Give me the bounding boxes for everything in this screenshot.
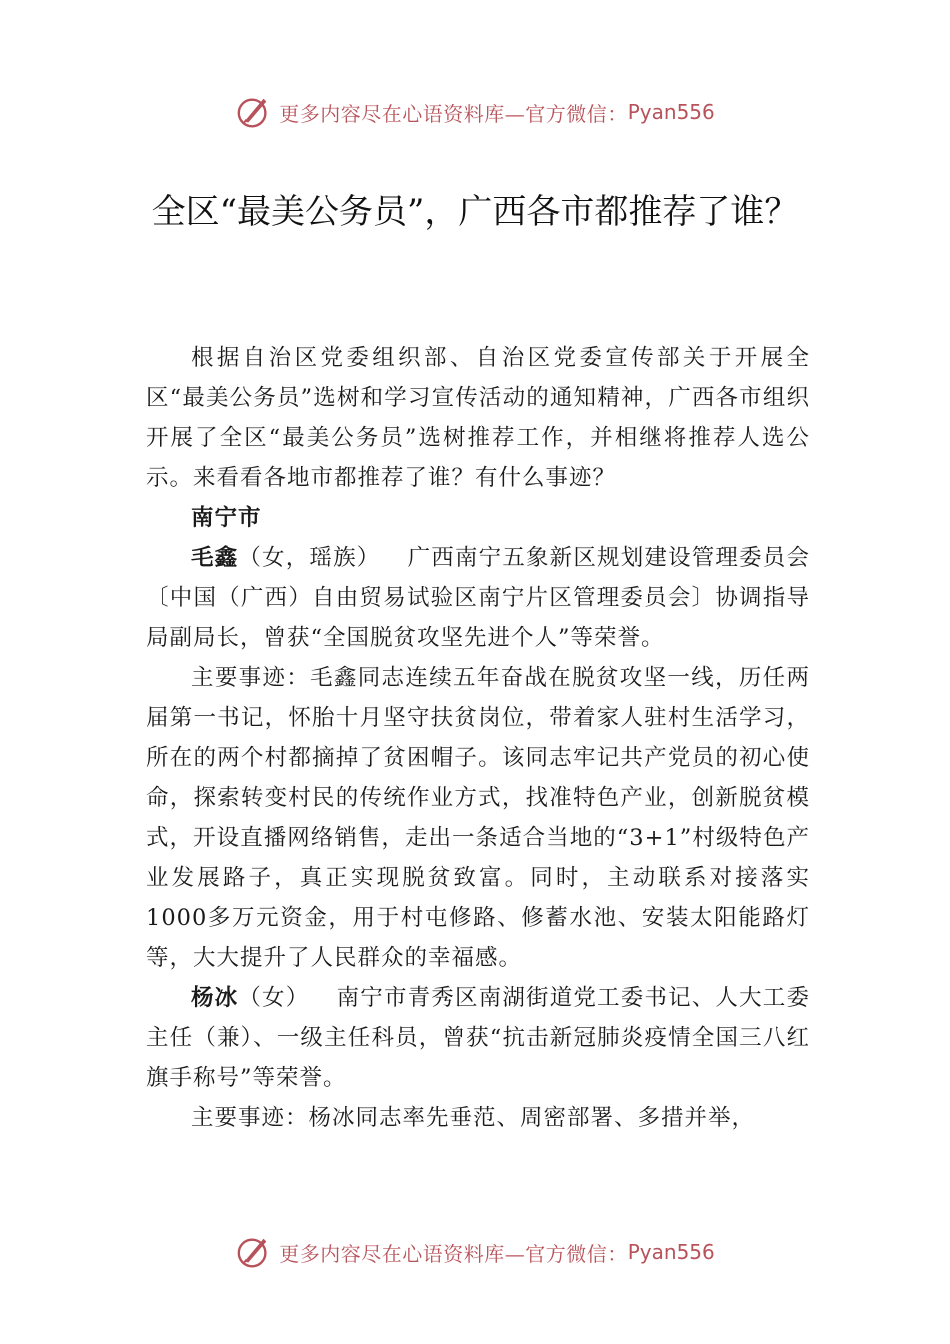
person-name: 杨冰 [191, 985, 239, 1011]
person-attributes: （女，瑶族） [238, 545, 381, 571]
footer-watermark-banner [0, 1232, 950, 1272]
quill-pen-logo-icon [235, 1233, 273, 1271]
watermark-text: 更多内容尽在心语资料库—官方微信： [279, 101, 628, 126]
person-position: 南宁市青秀区南湖街道党工委书记、人大工委主任（兼）、一级主任科员，曾获“抗击新冠肺炎疫情全国三八红旗手称号”等荣誉。 [146, 985, 810, 1091]
person-deeds: 主要事迹：杨冰同志率先垂范、周密部署、多措并举， [191, 1105, 756, 1131]
person-name: 毛鑫 [191, 545, 239, 571]
header-watermark-banner [0, 92, 950, 132]
quill-pen-logo-icon [235, 93, 273, 131]
section-heading-city: 南宁市 [191, 505, 262, 531]
person-deeds: 主要事迹：毛鑫同志连续五年奋战在脱贫攻坚一线，历任两届第一书记，怀胎十月坚守扶贫岗位，带着家人驻村生活学习，所在的两个村都摘掉了贫困帽子。该同志牢记共产党员的初心使命，探索转变村民的传统作业方式，找准特色产业，创新脱贫模式，开设直播网络销售，走出一条适合当地的“3+1”村级特色产业发展路子，真正实现脱贫致富。同时，主动联系对接落实1000多万元资金，用于村屯修路、修蓄水池、安装太阳能路灯等，大大提升了人民群众的幸福感。 [146, 665, 810, 971]
person-profile [146, 978, 810, 1098]
person-profile [146, 538, 810, 658]
article-title: 全区“最美公务员”，广西各市都推荐了谁？ [151, 192, 799, 232]
watermark-text: 更多内容尽在心语资料库—官方微信： [279, 1241, 628, 1266]
watermark-account: Pyan556 [627, 100, 715, 124]
intro-paragraph: 根据自治区党委组织部、自治区党委宣传部关于开展全区“最美公务员”选树和学习宣传活动的通知精神，广西各市组织开展了全区“最美公务员”选树推荐工作，并相继将推荐人选公示。来看看各地市都推荐了谁？有什么事迹？ [146, 345, 810, 491]
person-attributes: （女） [238, 985, 310, 1011]
watermark-account: Pyan556 [627, 1240, 715, 1264]
person-position: 广西南宁五象新区规划建设管理委员会〔中国（广西）自由贸易试验区南宁片区管理委员会〕协调指导局副局长，曾获“全国脱贫攻坚先进个人”等荣誉。 [146, 545, 810, 651]
article-body [146, 338, 810, 1138]
